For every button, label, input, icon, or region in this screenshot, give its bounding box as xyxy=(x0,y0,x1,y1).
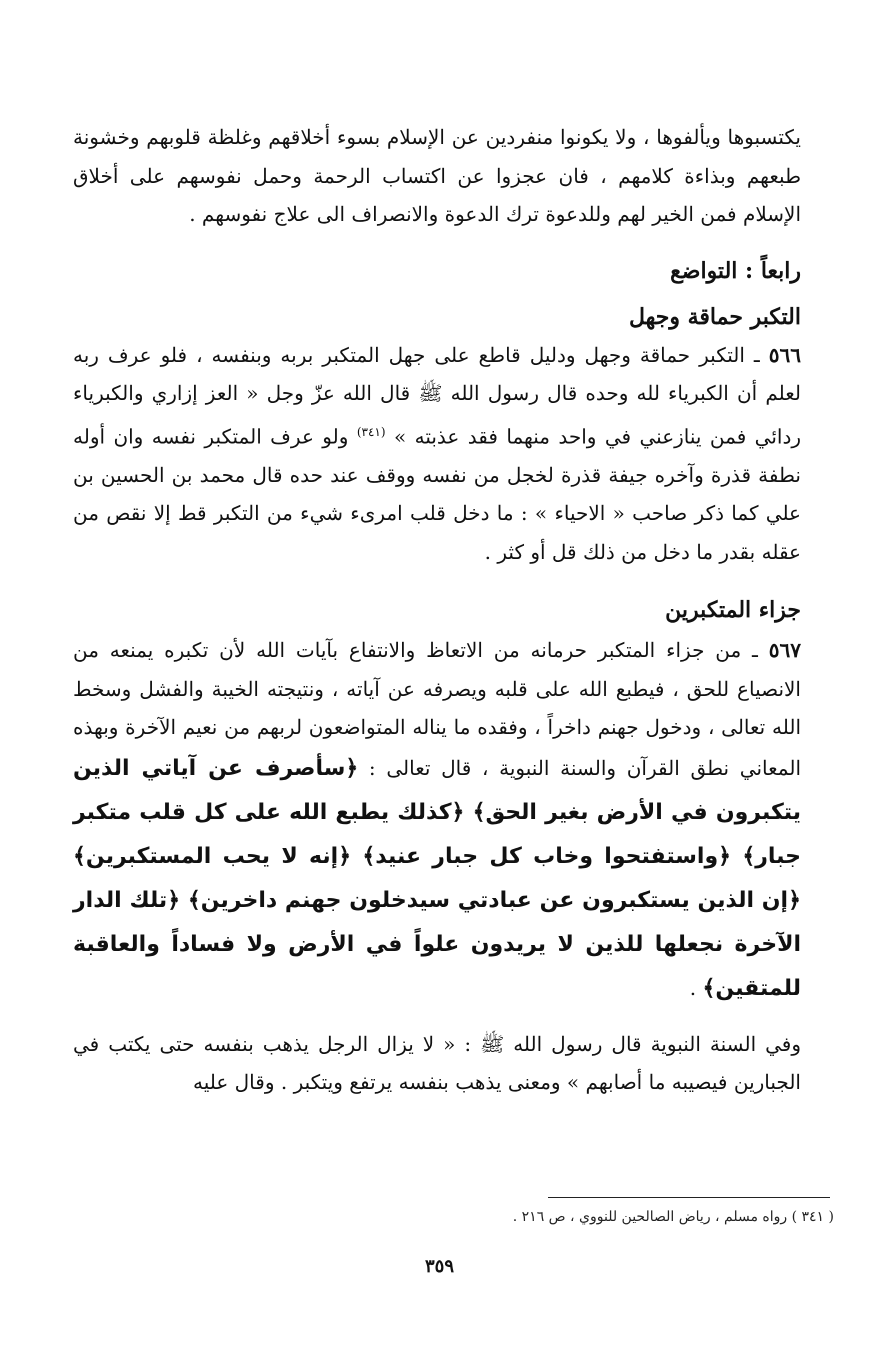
paragraph-566 xyxy=(73,336,801,572)
intro-paragraph: يكتسبوها ويألفوها ، ولا يكونوا منفردين عن الإسلام بسوء أخلاقهم وغلظة قلوبهم وخشونة طبعهم وبذاءة كلامهم ، فان عجزوا عن اكتساب الرحمة وحمل نفوسهم على أخلاق الإسلام فمن الخير لهم وللدعوة ترك الدعوة والانصراف الى علاج نفوسهم . xyxy=(73,125,801,226)
paragraph-text: من جزاء المتكبر حرمانه من الاتعاظ والانتفاع بآيات الله لأن تكبره يمنعه من الانصياع للحق ، فيطبع الله على قلبه ويصرفه عن آياته ، ونتيجته الخيبة والفشل وسخط الله تعالى ، ودخول جهنم داخراً ، وفقده ما يناله المتواضعون لربهم من نعيم الآخرة وبهذه المعاني نطق القرآن والسنة النبوية ، قال تعالى : xyxy=(73,638,801,780)
paragraph-text: التكبر حماقة وجهل ودليل قاطع على جهل المتكبر بربه وبنفسه ، فلو عرف ربه لعلم أن الكبرياء لله وحده قال رسول الله ﷺ قال الله عزّ وجل « العز إزاري والكبرياء ردائي فمن ينازعني في واحد منهما فقد عذبته » xyxy=(73,342,802,449)
subsection-title-arrogance: التكبر حماقة وجهل xyxy=(628,303,801,330)
paragraph-end: . xyxy=(689,975,703,1000)
footnote: ( ٣٤١ ) رواه مسلم ، رياض الصالحين للنووي ، ص ٢١٦ . xyxy=(512,1209,834,1225)
footnote-reference: (٣٤١) xyxy=(356,424,386,439)
quran-verses: ﴿سأصرف عن آياتي الذين يتكبرون في الأرض بغير الحق﴾ ﴿كذلك يطبع الله على كل قلب متكبر جبار﴾ ﴿واستفتحوا وخاب كل جبار عنيد﴾ ﴿إنه لا يحب المستكبرين﴾ ﴿إن الذين يستكبرون عن عبادتي سيدخلون جهنم داخرين﴾ ﴿تلك الدار الآخرة نجعلها للذين لا يريدون علواً في الأرض ولا فساداً والعاقبة للمتقين﴾ xyxy=(73,755,801,1001)
page-number: ٣٥٩ xyxy=(424,1256,454,1277)
paragraph-text-continued: ولو عرف المتكبر نفسه وان أوله نطفة قذرة وآخره جيفة قذرة لخجل من نفسه ووقف عند حده قال محمد بن الحسين بن علي كما ذكر صاحب « الاحياء » : ما دخل قلب امرىء شيء من التكبر قط إلا نقص من عقله بقدر ما دخل من ذلك قل أو كثر . xyxy=(73,424,801,564)
paragraph-number: ٥٦٧ xyxy=(768,638,801,663)
footnote-divider xyxy=(548,1197,830,1198)
subsection-title-punishment: جزاء المتكبرين xyxy=(665,597,801,624)
paragraph-567 xyxy=(73,631,801,1011)
page-body xyxy=(73,118,801,1102)
sunnah-paragraph: وفي السنة النبوية قال رسول الله ﷺ : « لا يزال الرجل يذهب بنفسه حتى يكتب في الجبارين فيصيبه ما أصابهم » ومعنى يذهب بنفسه يرتفع ويتكبر . وقال عليه xyxy=(73,1031,801,1095)
paragraph-number: ٥٦٦ xyxy=(768,342,802,367)
section-title: رابعاً : التواضع xyxy=(670,257,801,284)
dash: ـ xyxy=(741,638,758,663)
dash: ـ xyxy=(744,342,760,367)
